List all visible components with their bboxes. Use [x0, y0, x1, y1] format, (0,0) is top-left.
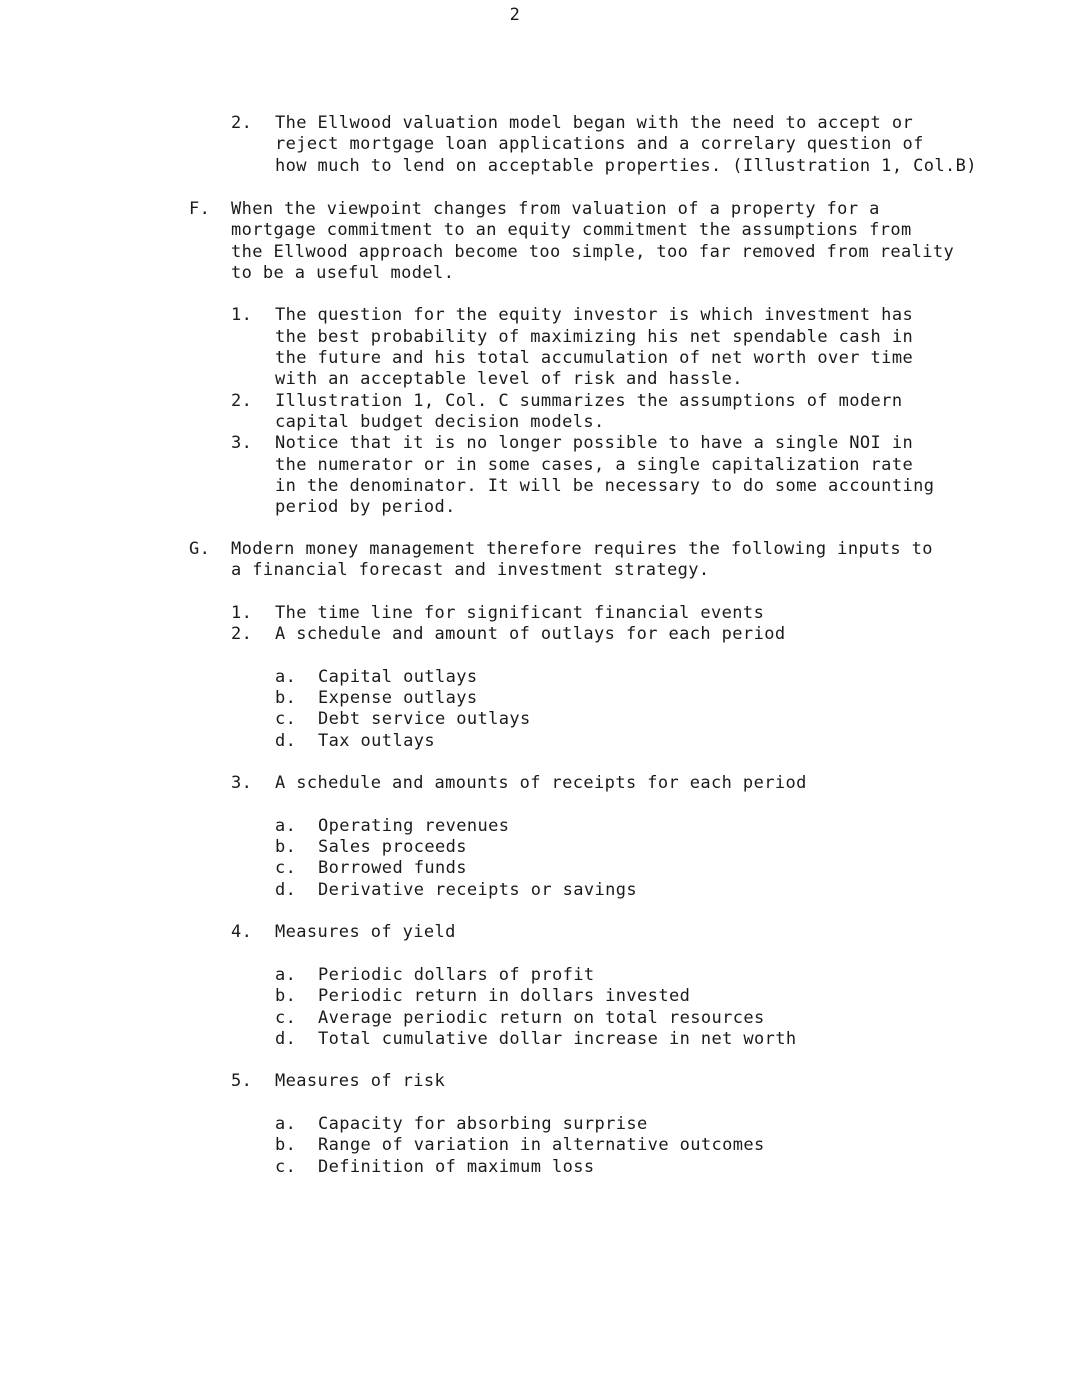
section-marker: F.: [189, 199, 211, 219]
subitem-marker: b.: [275, 1135, 297, 1156]
subitem-text: Expense outlays: [318, 688, 478, 709]
item-text: Measures of yield: [275, 922, 456, 943]
paragraph-line: how much to lend on acceptable properties. (Illustration 1, Col.B): [275, 155, 977, 176]
paragraph-line: in the denominator. It will be necessary to do some accounting: [275, 475, 935, 496]
paragraph-line: the future and his total accumulation of net worth over time: [275, 348, 914, 369]
subitem-marker: d.: [275, 879, 297, 900]
subitem-marker: b.: [275, 986, 297, 1007]
page-number: 2: [509, 5, 521, 25]
subitem-marker: d.: [275, 1028, 297, 1049]
subitem-marker: a.: [275, 815, 297, 836]
list-item: [0, 433, 1080, 518]
paragraph-line: The question for the equity investor is which investment has: [275, 305, 914, 326]
subitem-text: Total cumulative dollar increase in net worth: [318, 1028, 797, 1049]
list-item: [0, 1071, 1080, 1177]
item-marker: 5.: [231, 1071, 253, 1092]
item-marker: 1.: [231, 305, 253, 326]
subitem-text: Range of variation in alternative outcomes: [318, 1135, 765, 1156]
subitem-marker: a.: [275, 1114, 297, 1135]
subitem-marker: b.: [275, 837, 297, 858]
paragraph-line: reject mortgage loan applications and a correlary question of: [275, 134, 924, 155]
paragraph-line: mortgage commitment to an equity commitment the assumptions from: [231, 220, 912, 241]
paragraph-line: a financial forecast and investment strategy.: [231, 560, 710, 581]
subitem-marker: c.: [275, 858, 297, 879]
section-g: [0, 539, 1080, 1178]
item-text: Measures of risk: [275, 1071, 446, 1092]
paragraph-line: the Ellwood approach become too simple, too far removed from reality: [231, 241, 955, 262]
continued-item: [0, 113, 1080, 177]
list-item: [0, 624, 1080, 773]
paragraph-line: with an acceptable level of risk and hassle.: [275, 369, 743, 390]
subitem-text: Periodic dollars of profit: [318, 964, 595, 985]
subitem-text: Sales proceeds: [318, 837, 467, 858]
paragraph-line: capital budget decision models.: [275, 411, 605, 432]
list-item: [0, 922, 1080, 1071]
subitem-text: Definition of maximum loss: [318, 1156, 595, 1177]
subitem-text: Debt service outlays: [318, 709, 531, 730]
subitem-marker: a.: [275, 666, 297, 687]
item-text: A schedule and amount of outlays for each period: [275, 624, 786, 645]
paragraph-line: When the viewpoint changes from valuation of a property for a: [231, 199, 880, 219]
item-marker: 4.: [231, 922, 253, 943]
item-marker: 2.: [231, 390, 253, 411]
subitem-text: Capacity for absorbing surprise: [318, 1114, 648, 1135]
paragraph-line: period by period.: [275, 497, 456, 518]
item-marker: 2.: [231, 113, 253, 133]
paragraph-line: Illustration 1, Col. C summarizes the assumptions of modern: [275, 390, 903, 411]
subitem-text: Borrowed funds: [318, 858, 467, 879]
subitem-marker: c.: [275, 709, 297, 730]
item-text: A schedule and amounts of receipts for each period: [275, 773, 807, 794]
list-item: [0, 603, 1080, 624]
subitem-text: Average periodic return on total resources: [318, 1007, 765, 1028]
subitem-marker: b.: [275, 688, 297, 709]
list-item: [0, 773, 1080, 922]
paragraph-line: Notice that it is no longer possible to have a single NOI in: [275, 433, 914, 454]
item-marker: 1.: [231, 602, 253, 623]
item-marker: 3.: [231, 433, 253, 454]
subitem-marker: c.: [275, 1156, 297, 1177]
subitem-text: Tax outlays: [318, 730, 435, 751]
subitem-text: Derivative receipts or savings: [318, 879, 638, 900]
paragraph-line: Modern money management therefore requires the following inputs to: [231, 539, 933, 559]
item-marker: 3.: [231, 773, 253, 794]
paragraph-line: The Ellwood valuation model began with the need to accept or: [275, 113, 914, 133]
subitem-marker: a.: [275, 964, 297, 985]
section-marker: G.: [189, 539, 211, 559]
item-marker: 2.: [231, 624, 253, 645]
section-f: [0, 199, 1080, 518]
subitem-marker: c.: [275, 1007, 297, 1028]
subitem-text: Operating revenues: [318, 815, 510, 836]
paragraph-line: the best probability of maximizing his net spendable cash in: [275, 326, 914, 347]
subitem-text: Periodic return in dollars invested: [318, 986, 691, 1007]
list-item: [0, 305, 1080, 390]
list-item: [0, 391, 1080, 434]
subitem-marker: d.: [275, 730, 297, 751]
item-text: The time line for significant financial events: [275, 602, 765, 623]
paragraph-line: to be a useful model.: [231, 262, 455, 283]
paragraph-line: the numerator or in some cases, a single capitalization rate: [275, 454, 914, 475]
subitem-text: Capital outlays: [318, 666, 478, 687]
